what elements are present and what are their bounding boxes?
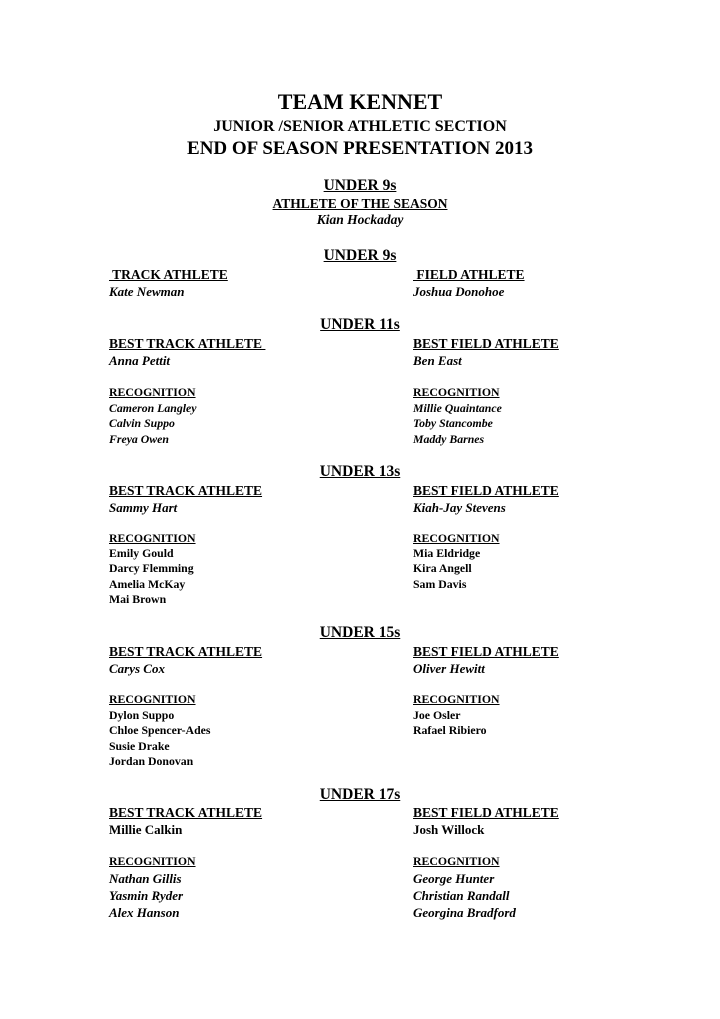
u15-best-track-name: Carys Cox: [109, 661, 165, 676]
list-item: Jordan Donovan: [109, 754, 194, 769]
list-item: Kira Angell: [413, 561, 472, 576]
u13-best-track-name: Sammy Hart: [109, 500, 178, 515]
u13-recognition-label-left: RECOGNITION: [109, 531, 196, 545]
u15-recognition-right-list: [413, 708, 487, 739]
u13-heading: UNDER 13s: [319, 463, 401, 480]
list-item: Nathan Gillis: [109, 871, 182, 886]
list-item: Freya Owen: [109, 431, 169, 446]
list-item: Christian Randall: [413, 888, 510, 903]
u9-aos-name: Kian Hockaday: [316, 212, 404, 227]
event-title: END OF SEASON PRESENTATION 2013: [187, 138, 533, 159]
list-item: Mai Brown: [109, 592, 167, 607]
list-item: Millie Quaintance: [413, 401, 502, 415]
u9-field-name: Joshua Donohoe: [413, 284, 505, 299]
u11-recognition-label-left: RECOGNITION: [109, 385, 196, 399]
u11-recognition-left-list: [109, 401, 197, 447]
u13-best-track-label: BEST TRACK ATHLETE: [109, 483, 263, 498]
u9-aos-award: ATHLETE OF THE SEASON: [272, 196, 448, 211]
list-item: Darcy Flemming: [109, 561, 194, 576]
u17-best-field-name: Josh Willock: [413, 822, 485, 837]
u11-best-track-name: Anna Pettit: [109, 353, 171, 368]
u13-best-field-label: BEST FIELD ATHLETE: [413, 483, 559, 498]
list-item: Joe Osler: [413, 708, 461, 722]
u15-best-field-name: Oliver Hewitt: [413, 661, 485, 676]
u11-best-track-label: BEST TRACK ATHLETE: [109, 336, 266, 351]
u11-heading: UNDER 11s: [320, 316, 400, 333]
u17-recognition-label-right: RECOGNITION: [413, 854, 500, 868]
list-item: Sam Davis: [413, 576, 467, 591]
u11-best-field-label: BEST FIELD ATHLETE: [413, 336, 559, 351]
list-item: Amelia McKay: [109, 576, 186, 591]
list-item: Maddy Barnes: [413, 431, 485, 446]
list-item: Emily Gould: [109, 546, 174, 560]
u9-heading: UNDER 9s: [323, 247, 397, 264]
u17-recognition-label-left: RECOGNITION: [109, 854, 196, 868]
u15-recognition-left-list: [109, 708, 210, 770]
u11-recognition-right-list: [413, 401, 502, 447]
u13-best-field-name: Kiah-Jay Stevens: [413, 500, 506, 515]
u17-recognition-left-list: [109, 870, 183, 921]
u15-recognition-label-left: RECOGNITION: [109, 692, 196, 706]
u13-recognition-right-list: [413, 546, 480, 592]
u9-field-label: FIELD ATHLETE: [413, 267, 525, 282]
u15-best-field-label: BEST FIELD ATHLETE: [413, 644, 559, 659]
u9-aos-heading: UNDER 9s: [323, 177, 397, 194]
u17-recognition-right-list: [413, 870, 516, 921]
list-item: Georgina Bradford: [413, 905, 516, 920]
list-item: Cameron Langley: [109, 401, 197, 415]
u9-track-name: Kate Newman: [109, 284, 185, 299]
u17-best-track-name: Millie Calkin: [109, 822, 183, 837]
list-item: Chloe Spencer-Ades: [109, 723, 211, 738]
u17-best-field-label: BEST FIELD ATHLETE: [413, 805, 559, 820]
u11-best-field-name: Ben East: [413, 353, 462, 368]
list-item: Yasmin Ryder: [109, 888, 184, 903]
list-item: Toby Stancombe: [413, 416, 493, 431]
list-item: Alex Hanson: [109, 905, 180, 920]
document-title: TEAM KENNET: [277, 89, 443, 114]
u11-recognition-label-right: RECOGNITION: [413, 385, 500, 399]
list-item: Dylon Suppo: [109, 708, 175, 722]
u15-best-track-label: BEST TRACK ATHLETE: [109, 644, 263, 659]
u17-best-track-label: BEST TRACK ATHLETE: [109, 805, 263, 820]
u9-track-label: TRACK ATHLETE: [109, 267, 228, 282]
u15-heading: UNDER 15s: [319, 624, 401, 641]
u15-recognition-label-right: RECOGNITION: [413, 692, 500, 706]
list-item: Mia Eldridge: [413, 546, 481, 560]
list-item: Rafael Ribiero: [413, 723, 487, 738]
list-item: Calvin Suppo: [109, 416, 175, 431]
document-subtitle: JUNIOR /SENIOR ATHLETIC SECTION: [213, 118, 507, 135]
list-item: Susie Drake: [109, 738, 170, 753]
u13-recognition-label-right: RECOGNITION: [413, 531, 500, 545]
list-item: George Hunter: [413, 871, 495, 886]
u17-heading: UNDER 17s: [319, 786, 401, 803]
u13-recognition-left-list: [109, 546, 194, 608]
